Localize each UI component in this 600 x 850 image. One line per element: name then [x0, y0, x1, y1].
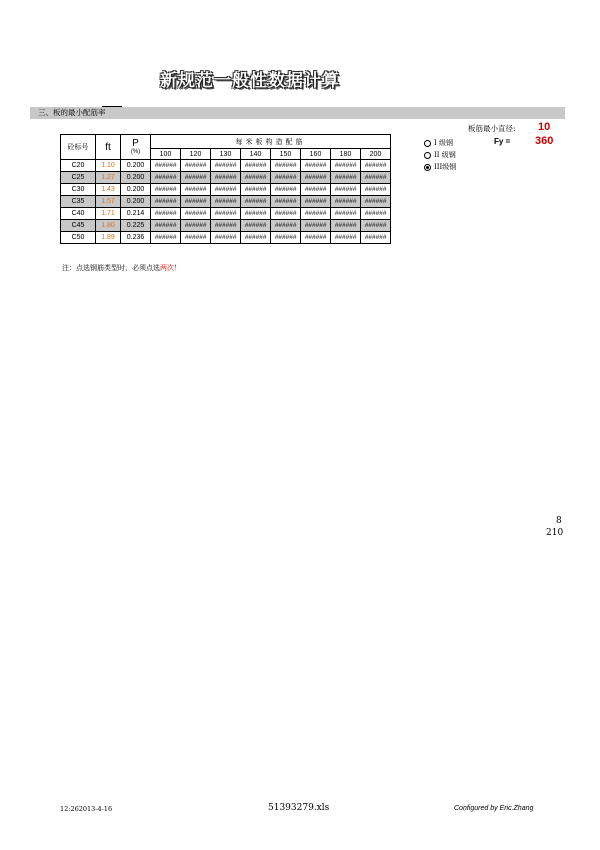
footer-filename: 51393279.xls [268, 803, 330, 813]
table-row [61, 232, 391, 244]
footer-credit: Configured by Eric.Zhang [454, 805, 534, 812]
rebar-cell: ###### [151, 220, 181, 232]
grade-cell: C35 [61, 196, 96, 208]
rebar-cell: ###### [361, 184, 391, 196]
rebar-cell: ###### [271, 208, 301, 220]
side-number-2: 210 [546, 528, 564, 538]
footer-timestamp: 12:262013-4-16 [60, 805, 113, 813]
spacing-header-cell: 200 [361, 149, 391, 160]
grade-cell: C50 [61, 232, 96, 244]
rebar-cell: ###### [271, 172, 301, 184]
ft-cell: 1.57 [96, 196, 121, 208]
p-cell: 0.200 [121, 196, 151, 208]
p-cell: 0.200 [121, 160, 151, 172]
spacing-header-cell: 160 [301, 149, 331, 160]
spacing-header-cell: 100 [151, 149, 181, 160]
min-diameter-value[interactable]: 10 [538, 121, 551, 133]
spacing-header-cell: 120 [181, 149, 211, 160]
rebar-cell: ###### [301, 232, 331, 244]
fy-value: 360 [535, 135, 554, 147]
section-underline [102, 106, 122, 107]
ft-cell: 1.27 [96, 172, 121, 184]
rebar-cell: ###### [361, 172, 391, 184]
radio-icon[interactable] [424, 152, 431, 159]
header-concrete-grade: 砼标号 [61, 135, 96, 160]
rebar-cell: ###### [241, 232, 271, 244]
p-cell: 0.236 [121, 232, 151, 244]
p-cell: 0.214 [121, 208, 151, 220]
spacing-header-cell: 140 [241, 149, 271, 160]
rebar-cell: ###### [211, 172, 241, 184]
rebar-cell: ###### [301, 196, 331, 208]
p-cell: 0.200 [121, 184, 151, 196]
page-title: 新规范一般性数据计算 [160, 71, 340, 91]
rebar-cell: ###### [151, 184, 181, 196]
rebar-cell: ###### [241, 172, 271, 184]
rebar-cell: ###### [331, 208, 361, 220]
note-end: ！ [174, 264, 181, 272]
radio-selected-icon[interactable] [424, 164, 431, 171]
ft-cell: 1.10 [96, 160, 121, 172]
rebar-cell: ###### [361, 196, 391, 208]
rebar-cell: ###### [301, 184, 331, 196]
p-cell: 0.200 [121, 172, 151, 184]
rebar-cell: ###### [301, 160, 331, 172]
rebar-cell: ###### [211, 232, 241, 244]
steel-grade-option-3[interactable] [424, 162, 456, 172]
rebar-cell: ###### [151, 196, 181, 208]
rebar-cell: ###### [241, 220, 271, 232]
option-label: I 级钢 [434, 139, 453, 147]
rebar-cell: ###### [331, 172, 361, 184]
rebar-cell: ###### [331, 160, 361, 172]
steel-grade-option-1[interactable] [424, 138, 453, 148]
rebar-cell: ###### [361, 232, 391, 244]
ft-cell: 1.80 [96, 220, 121, 232]
header-p-unit: (%) [130, 148, 141, 155]
rebar-cell: ###### [181, 208, 211, 220]
grade-cell: C40 [61, 208, 96, 220]
rebar-cell: ###### [241, 196, 271, 208]
rebar-cell: ###### [271, 220, 301, 232]
rebar-cell: ###### [211, 160, 241, 172]
steel-grade-option-2[interactable] [424, 150, 456, 160]
grade-cell: C30 [61, 184, 96, 196]
rebar-cell: ###### [241, 184, 271, 196]
min-diameter-label: 板筋最小直径: [468, 124, 516, 133]
note-highlight: 两次 [160, 264, 174, 272]
ft-cell: 1.89 [96, 232, 121, 244]
rebar-cell: ###### [331, 196, 361, 208]
table-row [61, 220, 391, 232]
table-row [61, 172, 391, 184]
rebar-cell: ###### [331, 220, 361, 232]
rebar-cell: ###### [181, 160, 211, 172]
rebar-cell: ###### [211, 184, 241, 196]
ft-cell: 1.71 [96, 208, 121, 220]
option-label: II 级钢 [434, 151, 456, 159]
rebar-cell: ###### [211, 220, 241, 232]
rebar-cell: ###### [151, 160, 181, 172]
rebar-cell: ###### [181, 196, 211, 208]
table-row [61, 196, 391, 208]
spacing-header-cell: 150 [271, 149, 301, 160]
side-number-1: 8 [556, 516, 562, 526]
rebar-cell: ###### [241, 160, 271, 172]
rebar-cell: ###### [181, 220, 211, 232]
rebar-cell: ###### [181, 172, 211, 184]
header-ft: ft [96, 135, 121, 160]
note-text: 注：点选钢筋类型时，必须点选 [62, 264, 160, 272]
p-cell: 0.225 [121, 220, 151, 232]
rebar-cell: ###### [181, 232, 211, 244]
rebar-cell: ###### [211, 196, 241, 208]
header-rebar-per-meter: 每米板构造配筋 [151, 135, 391, 149]
section-header-bar [30, 107, 565, 119]
header-p [121, 135, 151, 160]
rebar-cell: ###### [361, 220, 391, 232]
spacing-header-cell: 180 [331, 149, 361, 160]
header-p-symbol: P [132, 137, 139, 149]
section-title: 三、板的最小配筋率 [38, 108, 106, 117]
rebar-cell: ###### [271, 160, 301, 172]
rebar-cell: ###### [151, 232, 181, 244]
grade-cell: C20 [61, 160, 96, 172]
rebar-cell: ###### [361, 208, 391, 220]
rebar-cell: ###### [361, 160, 391, 172]
rebar-cell: ###### [301, 208, 331, 220]
note [62, 263, 181, 273]
rebar-cell: ###### [151, 208, 181, 220]
option-label: III级钢 [434, 163, 457, 171]
table-row [61, 160, 391, 172]
table-row [61, 208, 391, 220]
rebar-cell: ###### [301, 172, 331, 184]
radio-icon[interactable] [424, 140, 431, 147]
grade-cell: C25 [61, 172, 96, 184]
ft-cell: 1.43 [96, 184, 121, 196]
rebar-cell: ###### [241, 208, 271, 220]
rebar-cell: ###### [151, 172, 181, 184]
reinforcement-table [60, 134, 391, 244]
grade-cell: C45 [61, 220, 96, 232]
table-body [61, 160, 391, 244]
rebar-cell: ###### [331, 232, 361, 244]
spacing-header-cell: 130 [211, 149, 241, 160]
table-row [61, 184, 391, 196]
fy-label: Fy = [494, 137, 511, 146]
rebar-cell: ###### [271, 196, 301, 208]
rebar-cell: ###### [271, 232, 301, 244]
rebar-cell: ###### [271, 184, 301, 196]
rebar-cell: ###### [211, 208, 241, 220]
rebar-cell: ###### [301, 220, 331, 232]
rebar-cell: ###### [181, 184, 211, 196]
rebar-cell: ###### [331, 184, 361, 196]
